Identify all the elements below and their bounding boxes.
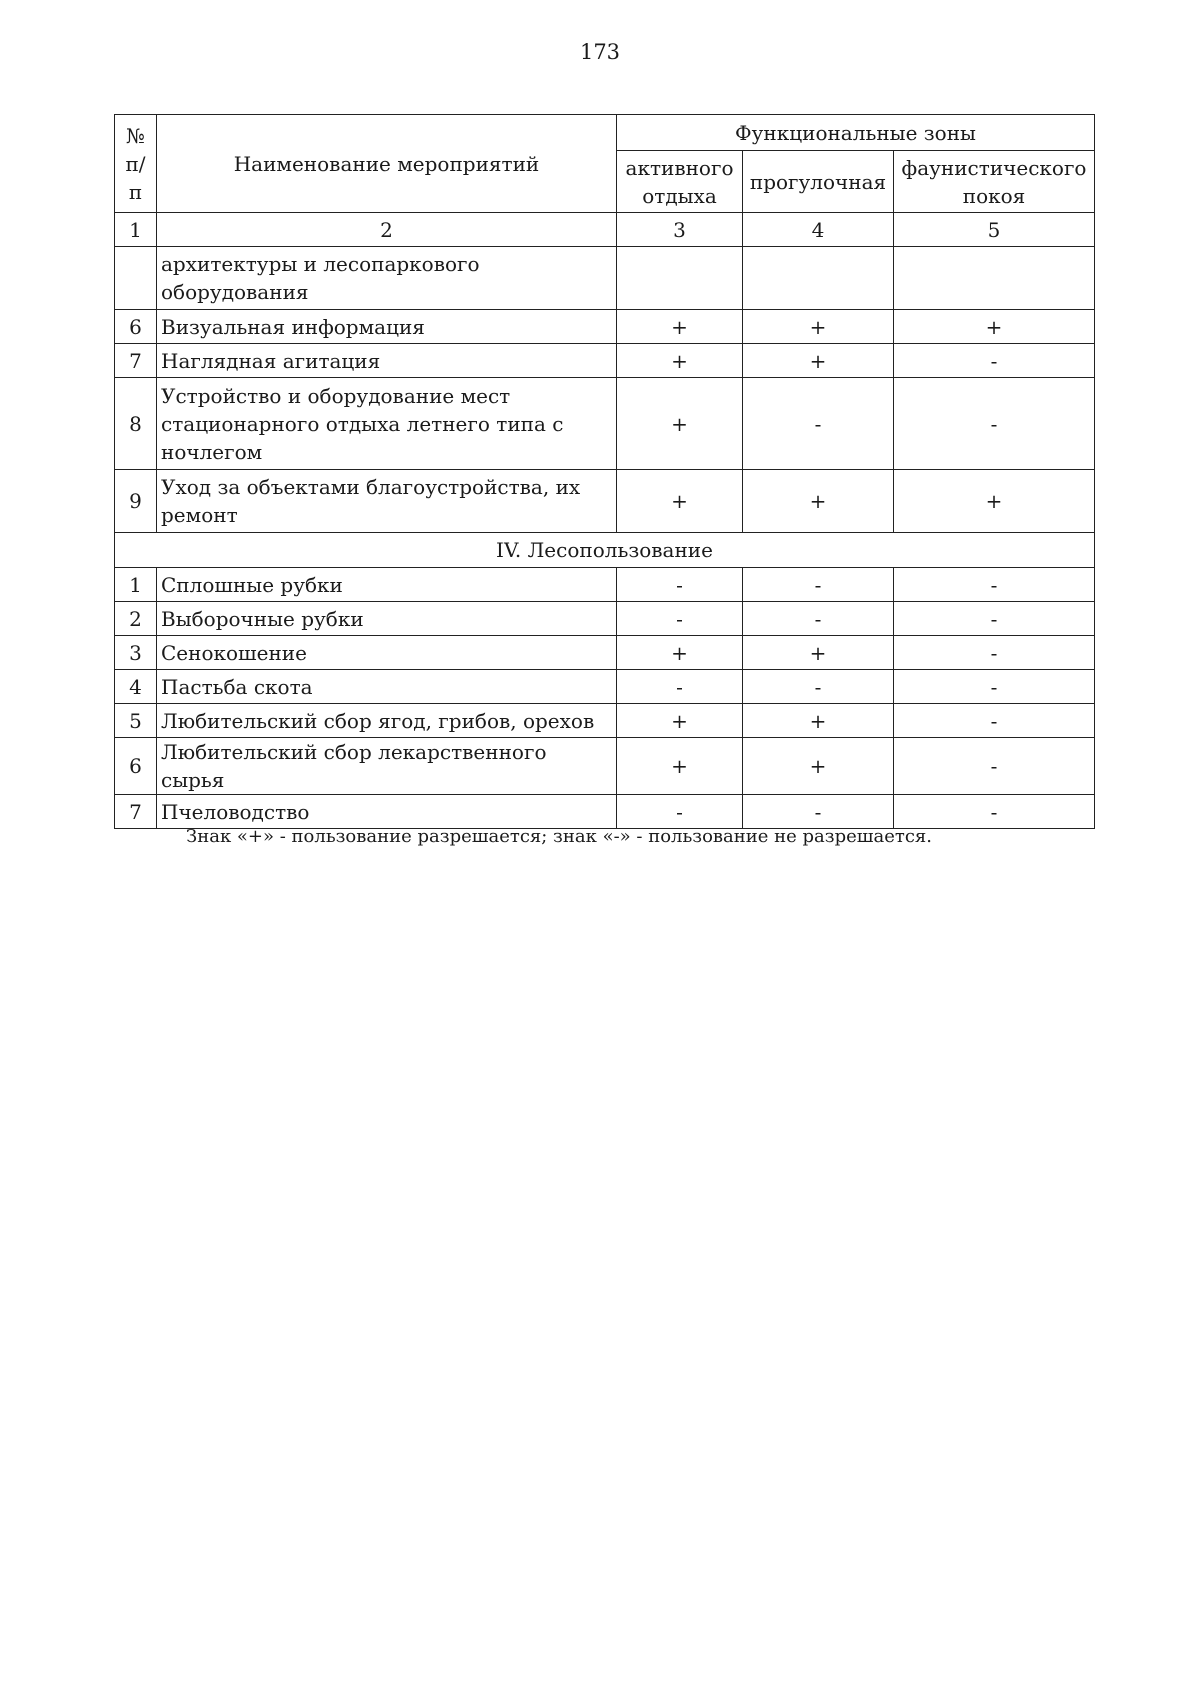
row-active: - <box>617 795 743 829</box>
row-fauna: + <box>894 310 1095 344</box>
row-fauna: - <box>894 670 1095 704</box>
row-num: 8 <box>115 378 157 470</box>
row-fauna: - <box>894 738 1095 795</box>
row-walk: + <box>743 704 894 738</box>
row-walk: - <box>743 602 894 636</box>
row-walk: + <box>743 738 894 795</box>
row-fauna <box>894 247 1095 310</box>
column-number: 1 <box>115 213 157 247</box>
footnote: Знак «+» - пользование разрешается; знак «-» - пользование не разрешается. <box>186 826 933 847</box>
table-row <box>115 378 1095 470</box>
functional-zones-table <box>114 114 1095 829</box>
row-fauna: - <box>894 636 1095 670</box>
section-row <box>115 533 1095 568</box>
row-num: 4 <box>115 670 157 704</box>
row-name: архитектуры и лесопаркового оборудования <box>157 247 617 310</box>
table-row <box>115 602 1095 636</box>
header-zone-active: активного отдыха <box>617 151 743 213</box>
row-num: 9 <box>115 470 157 533</box>
row-active: - <box>617 568 743 602</box>
row-name: Наглядная агитация <box>157 344 617 378</box>
row-walk: + <box>743 470 894 533</box>
row-fauna: - <box>894 344 1095 378</box>
section-title: IV. Лесопользование <box>115 533 1095 568</box>
row-num: 6 <box>115 310 157 344</box>
header-name: Наименование мероприятий <box>157 115 617 213</box>
row-num: 5 <box>115 704 157 738</box>
column-number: 5 <box>894 213 1095 247</box>
table-row <box>115 738 1095 795</box>
row-active: + <box>617 378 743 470</box>
column-number: 4 <box>743 213 894 247</box>
row-num: 7 <box>115 344 157 378</box>
column-number-row <box>115 213 1095 247</box>
header-row-1 <box>115 115 1095 151</box>
header-zones: Функциональные зоны <box>617 115 1095 151</box>
row-name: Сенокошение <box>157 636 617 670</box>
row-walk: - <box>743 670 894 704</box>
row-walk: - <box>743 795 894 829</box>
column-number: 2 <box>157 213 617 247</box>
row-walk: + <box>743 310 894 344</box>
row-active: + <box>617 344 743 378</box>
row-num: 1 <box>115 568 157 602</box>
row-fauna: - <box>894 704 1095 738</box>
row-walk <box>743 247 894 310</box>
row-active: + <box>617 738 743 795</box>
row-active: + <box>617 310 743 344</box>
row-name: Выборочные рубки <box>157 602 617 636</box>
row-name: Любительский сбор лекарственного сырья <box>157 738 617 795</box>
row-num <box>115 247 157 310</box>
row-name: Уход за объектами благоустройства, их ремонт <box>157 470 617 533</box>
table-row <box>115 568 1095 602</box>
column-number: 3 <box>617 213 743 247</box>
row-name: Пчеловодство <box>157 795 617 829</box>
table-row <box>115 344 1095 378</box>
row-walk: + <box>743 636 894 670</box>
row-name: Пастьба скота <box>157 670 617 704</box>
table-row <box>115 310 1095 344</box>
table-row <box>115 670 1095 704</box>
row-fauna: - <box>894 568 1095 602</box>
row-fauna: + <box>894 470 1095 533</box>
row-active: - <box>617 602 743 636</box>
header-zone-fauna: фаунистического покоя <box>894 151 1095 213</box>
page-number: 173 <box>579 40 621 64</box>
row-active <box>617 247 743 310</box>
row-num: 6 <box>115 738 157 795</box>
table-row <box>115 470 1095 533</box>
row-active: - <box>617 670 743 704</box>
row-fauna: - <box>894 602 1095 636</box>
row-walk: + <box>743 344 894 378</box>
row-active: + <box>617 470 743 533</box>
row-name: Визуальная информация <box>157 310 617 344</box>
row-fauna: - <box>894 378 1095 470</box>
row-active: + <box>617 704 743 738</box>
header-zone-walk: прогулочная <box>743 151 894 213</box>
row-name: Устройство и оборудование мест стационарного отдыха летнего типа с ночлегом <box>157 378 617 470</box>
table-row <box>115 636 1095 670</box>
row-num: 3 <box>115 636 157 670</box>
row-name: Любительский сбор ягод, грибов, орехов <box>157 704 617 738</box>
row-num: 7 <box>115 795 157 829</box>
table-row <box>115 795 1095 829</box>
table-row <box>115 247 1095 310</box>
table-row <box>115 704 1095 738</box>
row-active: + <box>617 636 743 670</box>
row-fauna: - <box>894 795 1095 829</box>
row-num: 2 <box>115 602 157 636</box>
row-walk: - <box>743 378 894 470</box>
row-name: Сплошные рубки <box>157 568 617 602</box>
header-num: № п/п <box>115 115 157 213</box>
row-walk: - <box>743 568 894 602</box>
